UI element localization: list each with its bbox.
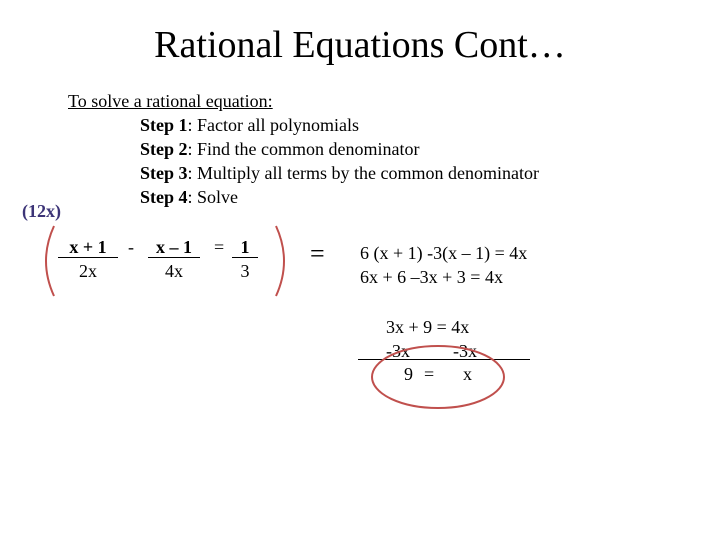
- step-label: Step 4: [140, 187, 188, 207]
- slide-title: Rational Equations Cont…: [154, 24, 566, 66]
- solve-line-1: 3x + 9 = 4x: [386, 317, 470, 337]
- step-label: Step 1: [140, 115, 188, 135]
- solve-line-2-right: -3x: [453, 341, 477, 361]
- work-line-2: 6x + 6 –3x + 3 = 4x: [360, 267, 503, 287]
- equals-operator: =: [214, 237, 225, 257]
- step-label: Step 2: [140, 139, 188, 159]
- big-equals-sign: =: [310, 239, 325, 268]
- step-text: : Solve: [187, 187, 239, 207]
- step-label: Step 3: [140, 163, 188, 183]
- result-left: 9: [404, 364, 413, 384]
- step-text: : Find the common denominator: [187, 139, 420, 159]
- fraction-3-denominator: 3: [240, 261, 250, 281]
- result-equals: =: [424, 364, 435, 384]
- fraction-3-numerator: 1: [240, 237, 250, 257]
- minus-operator: -: [128, 237, 134, 257]
- fraction-1-numerator: x + 1: [69, 237, 107, 257]
- right-bracket: [276, 226, 284, 296]
- fraction-2-numerator: x – 1: [156, 237, 192, 257]
- fraction-1-denominator: 2x: [79, 261, 97, 281]
- work-line-1: 6 (x + 1) -3(x – 1) = 4x: [360, 243, 528, 263]
- fraction-2-denominator: 4x: [165, 261, 183, 281]
- intro-underlined: To solve a rational equation:: [68, 91, 273, 111]
- step-text: : Factor all polynomials: [187, 115, 359, 135]
- step-text: : Multiply all terms by the common denominator: [187, 163, 539, 183]
- left-bracket: [46, 226, 54, 296]
- solve-line-2-left: -3x: [386, 341, 410, 361]
- result-right: x: [463, 364, 472, 384]
- multiplier-label: (12x): [22, 201, 61, 221]
- solution-circle: [372, 346, 504, 408]
